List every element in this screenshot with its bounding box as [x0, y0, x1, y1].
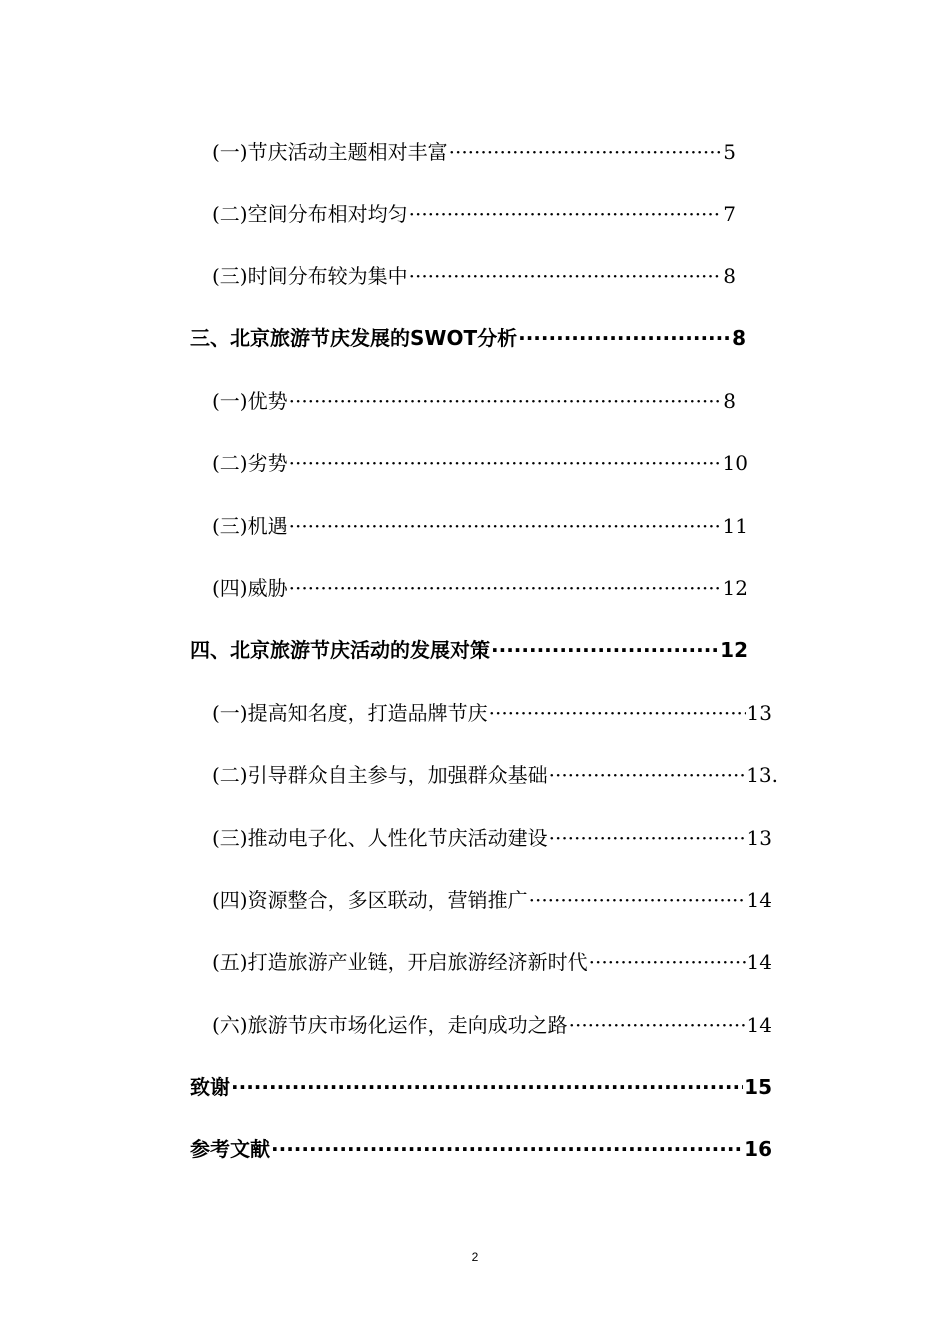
toc-entry-chapter [190, 1133, 772, 1165]
toc-entry-page: 13. [746, 763, 778, 787]
toc-entry-title: (三)时间分布较为集中 [212, 264, 408, 288]
toc-entry [212, 198, 736, 230]
toc-entry-chapter [190, 1071, 772, 1103]
toc-entry-page: 15 [744, 1075, 772, 1099]
toc-entry-chapter [190, 322, 746, 354]
toc-entry-page: 12 [722, 576, 748, 600]
toc-dot-leader [589, 946, 746, 978]
toc-entry [212, 884, 772, 916]
toc-entry-title: (三)机遇 [212, 514, 288, 538]
toc-entry-title: 三、北京旅游节庆发展的SWOT分析 [190, 326, 518, 350]
toc-entry-page: 13 [746, 826, 772, 850]
toc-entry-title: 参考文献 [190, 1137, 270, 1161]
toc-dot-leader [549, 759, 746, 791]
toc-entry-page: 5 [723, 140, 736, 164]
toc-dot-leader [569, 1009, 746, 1041]
toc-dot-leader [271, 1133, 743, 1165]
toc-entry-title: (二)劣势 [212, 451, 288, 475]
toc-entry-page: 10 [722, 451, 748, 475]
toc-dot-leader [449, 136, 723, 168]
toc-entry-page: 14 [746, 888, 772, 912]
toc-entry-page: 8 [723, 264, 736, 288]
toc-entry [212, 759, 778, 791]
toc-entry-title: (一)节庆活动主题相对丰富 [212, 140, 448, 164]
toc-entry-title: 致谢 [190, 1075, 230, 1099]
toc-dot-leader [231, 1071, 743, 1103]
toc-dot-leader [529, 884, 746, 916]
toc-dot-leader [549, 822, 746, 854]
toc-entry [212, 822, 772, 854]
toc-entry [212, 260, 736, 292]
toc-entry-page: 14 [746, 950, 772, 974]
toc-dot-leader [289, 447, 722, 479]
toc-entry [212, 572, 748, 604]
toc-entry-title: (一)优势 [212, 389, 288, 413]
toc-entry-page: 8 [732, 326, 746, 350]
toc-dot-leader [489, 697, 746, 729]
toc-entry-page: 12 [720, 638, 748, 662]
toc-entry [212, 385, 736, 417]
toc-entry-page: 8 [723, 389, 736, 413]
toc-dot-leader [491, 634, 719, 666]
toc-entry-page: 16 [744, 1137, 772, 1161]
toc-entry-title: (一)提高知名度，打造品牌节庆 [212, 701, 488, 725]
toc-entry [212, 697, 772, 729]
page-number: 2 [471, 1250, 479, 1264]
toc-dot-leader [409, 198, 723, 230]
toc-entry-title: (四)威胁 [212, 576, 288, 600]
toc-entry-title: (六)旅游节庆市场化运作，走向成功之路 [212, 1013, 568, 1037]
toc-entry-title: (二)空间分布相对均匀 [212, 202, 408, 226]
toc-entry-title: (四)资源整合，多区联动，营销推广 [212, 888, 528, 912]
toc-dot-leader [289, 510, 722, 542]
toc-entry-title: (二)引导群众自主参与，加强群众基础 [212, 763, 548, 787]
toc-dot-leader [518, 322, 731, 354]
toc-entry-page: 13 [746, 701, 772, 725]
toc-entry [212, 946, 772, 978]
toc-entry-title: (三)推动电子化、人性化节庆活动建设 [212, 826, 548, 850]
toc-entry-title: 四、北京旅游节庆活动的发展对策 [190, 638, 490, 662]
toc-entry-title: (五)打造旅游产业链，开启旅游经济新时代 [212, 950, 588, 974]
toc-dot-leader [409, 260, 723, 292]
toc-entry-page: 14 [746, 1013, 772, 1037]
toc-entry [212, 510, 748, 542]
toc-entry [212, 1009, 772, 1041]
toc-entry-chapter [190, 634, 748, 666]
toc-entry [212, 136, 736, 168]
toc-dot-leader [289, 385, 723, 417]
toc-entry-page: 7 [723, 202, 736, 226]
toc-entry [212, 447, 748, 479]
toc-entry-page: 11 [722, 514, 748, 538]
toc-dot-leader [289, 572, 722, 604]
